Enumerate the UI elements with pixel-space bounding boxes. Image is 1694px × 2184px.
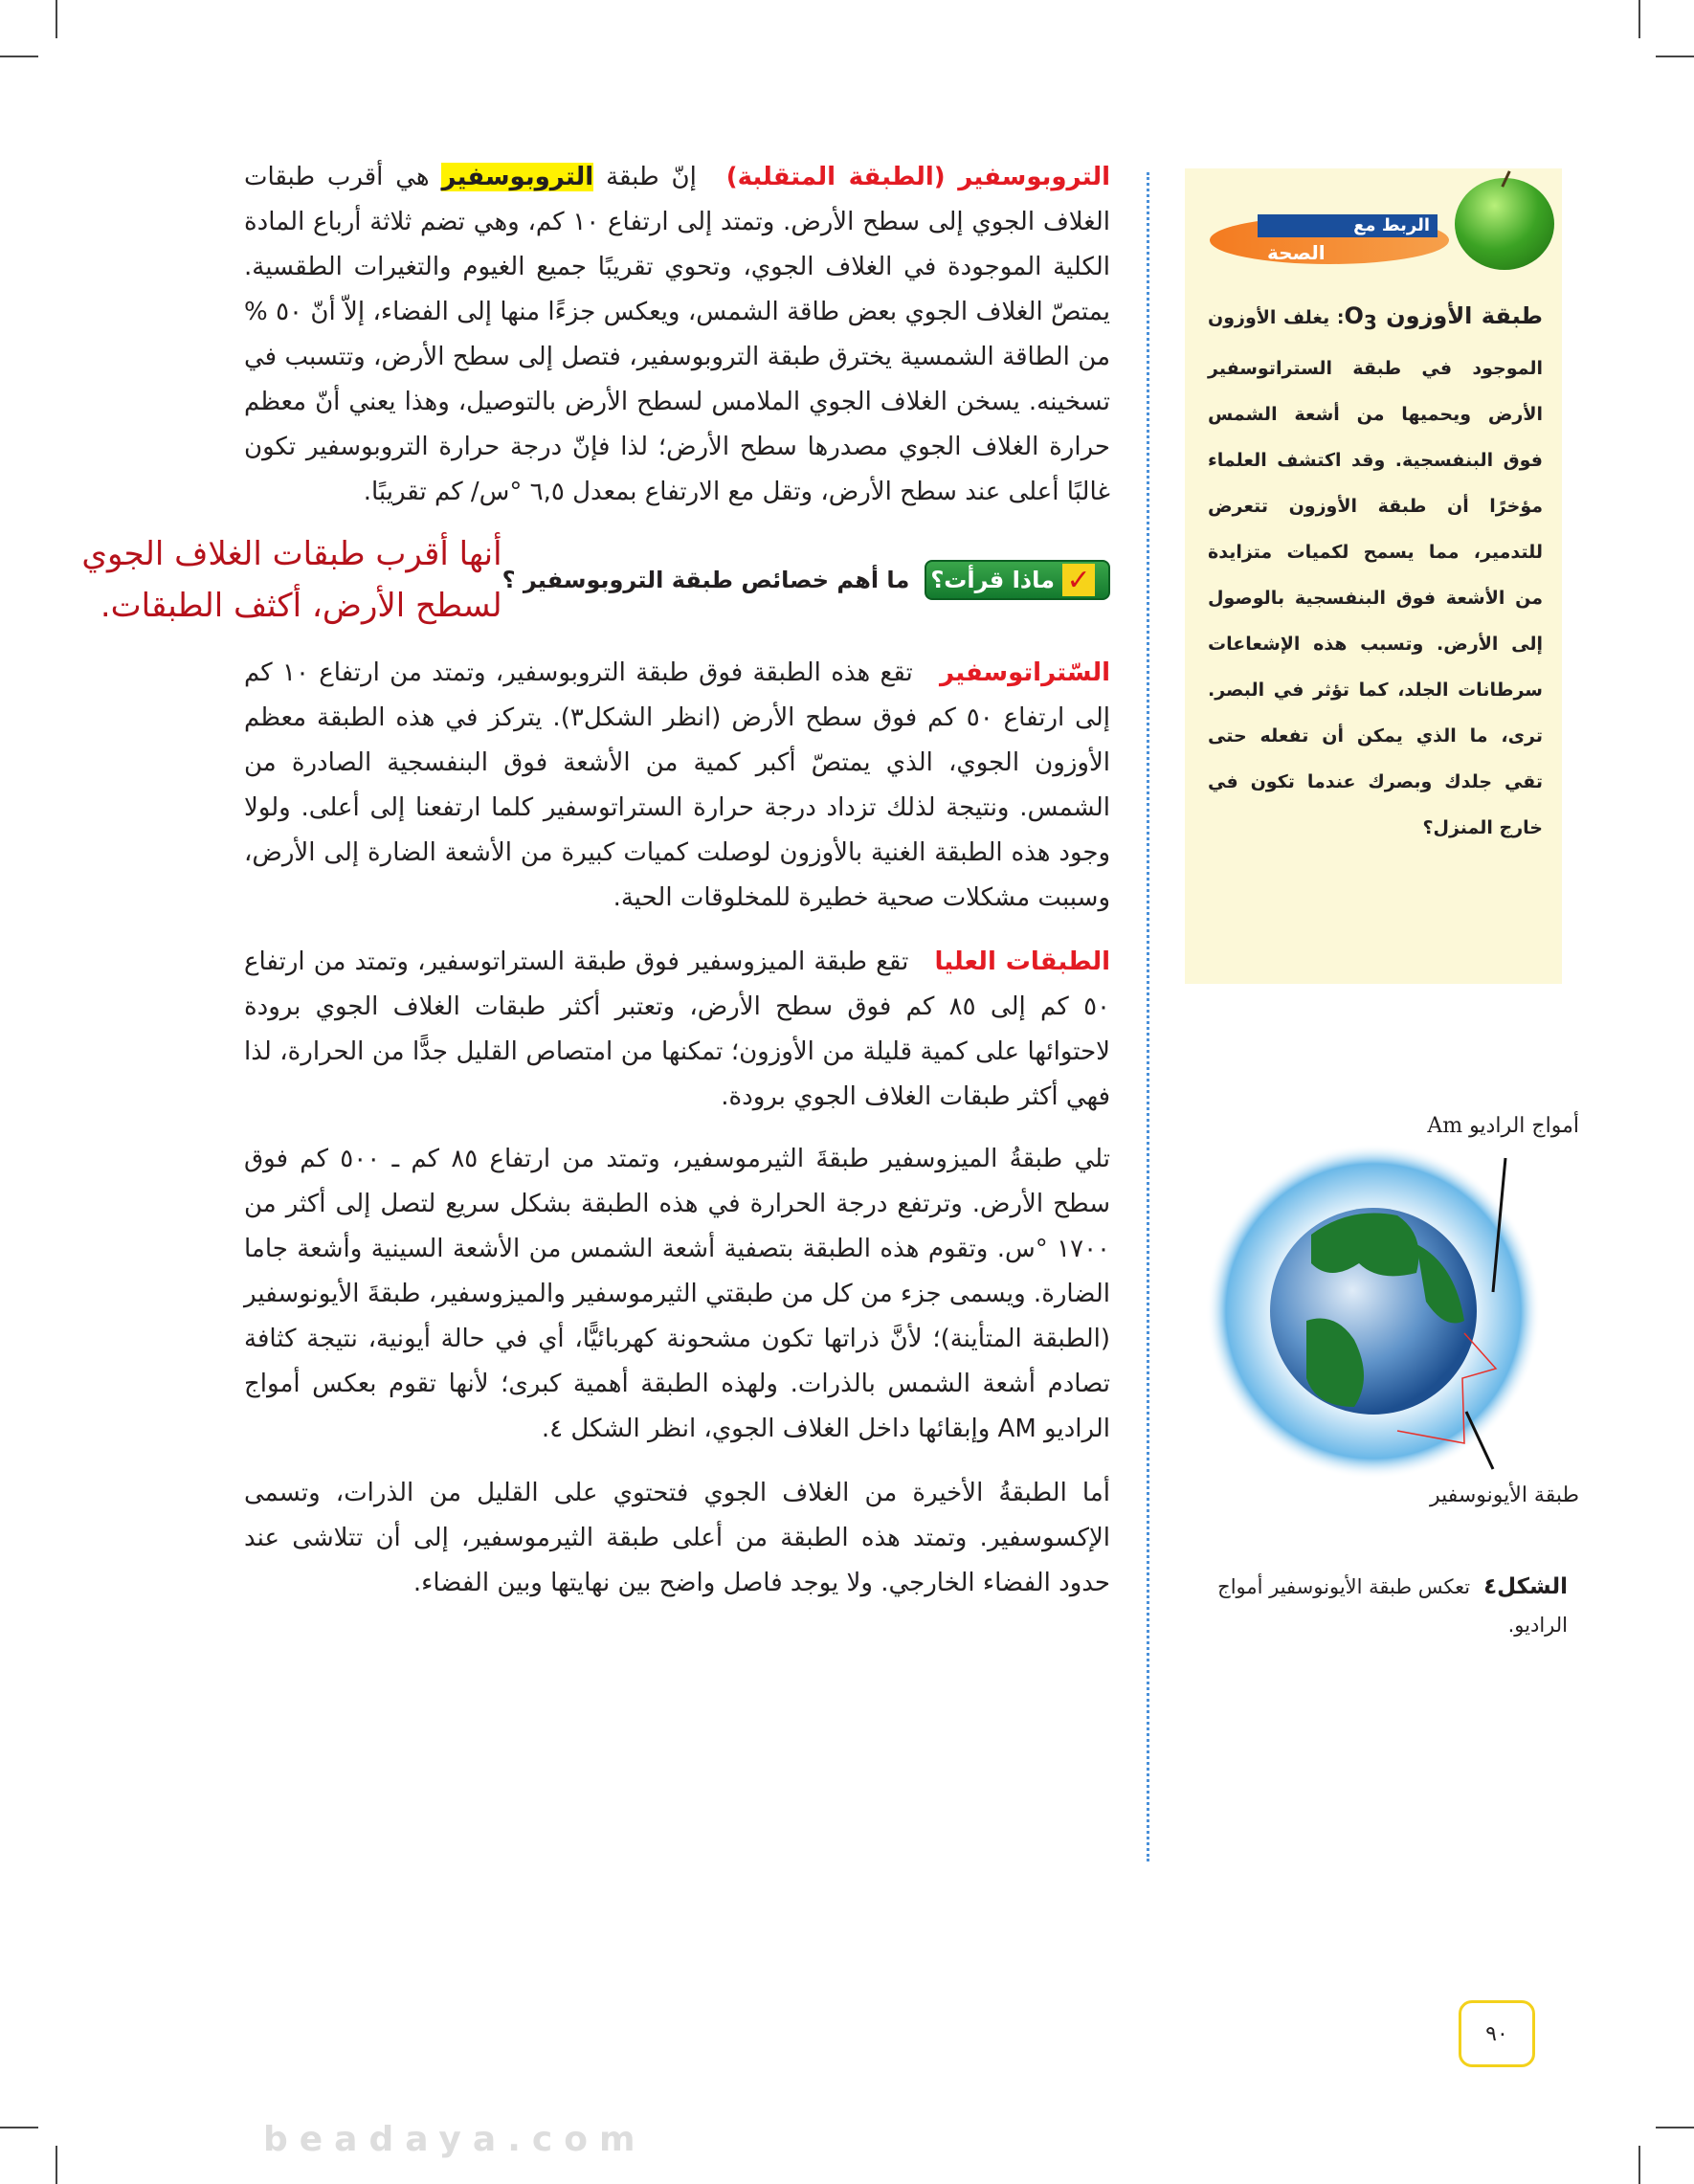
text: تقع طبقة الميزوسفير فوق طبقة الستراتوسفير، وتمتد من ارتفاع ٥٠ كم إلى ٨٥ كم فوق سطح الأرض، وتعتبر أكثر طبقات الغلاف الجوي برودة لاحتوائها على كمية قليلة من الأوزون؛ تمكنها من امتصاص القليل جدًّا من الحرارة، لذا فهي أكثر طبقات الغلاف الجوي برودة. xyxy=(244,947,1110,1111)
label-ionosphere: طبقة الأيونوسفير xyxy=(1429,1483,1579,1507)
caption-label: الشكل٤ xyxy=(1483,1574,1568,1599)
crop-mark xyxy=(56,0,57,38)
crop-mark xyxy=(1638,0,1640,38)
watermark: beadaya.com xyxy=(263,2120,647,2159)
crop-mark xyxy=(0,56,38,57)
health-connection-sidebar xyxy=(1185,168,1562,984)
reading-check-question: ما أهم خصائص طبقة التروبوسفير ؟ xyxy=(502,567,910,593)
banner-subtitle: الصحة xyxy=(1267,241,1326,264)
page-number: ٩٠ xyxy=(1459,2000,1535,2067)
heading-troposphere: التروبوسفير (الطبقة المتقلبة) xyxy=(725,163,1111,191)
paragraph-exosphere: أما الطبقةُ الأخيرة من الغلاف الجوي فتحتوي على القليل من الذرات، وتسمى الإكسوسفير. وتمتد هذه الطبقة من أعلى طبقة الثيرموسفير، إلى أن تتلاشى عند حدود الفضاء الخارجي. ولا يوجد فاصل واضح بين نهايتها وبين الفضاء. xyxy=(244,1479,1110,1597)
text: تقع هذه الطبقة فوق طبقة التروبوسفير، وتمتد من ارتفاع ١٠ كم إلى ارتفاع ٥٠ كم فوق سطح الأرض (انظر الشكل٣). يتركز في هذه الطبقة معظم الأوزون الجوي، الذي يمتصّ أكبر كمية من الأشعة فوق البنفسجية الصادرة من الشمس. ونتيجة لذلك تزداد درجة حرارة الستراتوسفير كلما ارتفعنا إلى أعلى. ولولا وجود هذه الطبقة الغنية بالأوزون لوصلت كميات كبيرة من الأشعة الضارة إلى الأرض، وسببت مشكلات صحية خطيرة للمخلوقات الحية. xyxy=(244,658,1110,912)
figure-ionosphere xyxy=(1196,1101,1579,1522)
paragraph-upper-layers xyxy=(244,940,1110,1120)
body-text: : يغلف الأوزون الموجود في طبقة الستراتوسفير الأرض ويحميها من أشعة الشمس فوق البنفسجية. وقد اكتشف العلماء مؤخرًا أن طبقة الأوزون تتعرض للتدمير، مما يسمح لكميات متزايدة من الأشعة فوق البنفسجية بالوصول إلى الأرض. وتسبب هذه الإشعاعات سرطانات الجلد، كما تؤثر في البصر. ترى، ما الذي يمكن أن تفعله حتى تقي جلدك وبصرك عندما تكون في خارج المنزل؟ xyxy=(1208,307,1543,838)
reading-check-label: ماذا قرأت؟ xyxy=(930,567,1055,593)
crop-mark xyxy=(1638,2146,1640,2184)
caption-text: تعكس طبقة الأيونوسفير أمواج الراديو. xyxy=(1217,1575,1568,1637)
heading-upper-layers: الطبقات العليا xyxy=(934,947,1111,976)
subscript: 3 xyxy=(1363,310,1377,334)
paragraph-thermosphere: تلي طبقةُ الميزوسفير طبقةَ الثيرموسفير، وتمتد من ارتفاع ٨٥ كم ـ ٥٠٠ كم فوق سطح الأرض. وترتفع درجة الحرارة في هذه الطبقة بشكل سريع لتصل إلى أكثر من ١٧٠٠ °س. وتقوم هذه الطبقة بتصفية أشعة الشمس من الأشعة السينية وأشعة جاما الضارة. ويسمى جزء من كل من طبقتي الثيرموسفير والميزوسفير، طبقةَ الأيونوسفير (الطبقة المتأينة)؛ لأنَّ ذراتها تكون مشحونة كهربائيًّا، أي في حالة أيونية، نتيجة كثافة تصادم أشعة الشمس بالذرات. ولهذه الطبقة أهمية كبرى؛ لأنها تقوم بعكس أمواج الراديو AM وإبقائها داخل الغلاف الجوي، انظر الشكل ٤. xyxy=(244,1145,1111,1443)
sidebar-title xyxy=(1344,302,1544,334)
banner-title: الربط مع xyxy=(1258,214,1438,237)
handwritten-answer: أنها أقرب طبقات الغلاف الجوي لسطح الأرض، أكثف الطبقات. xyxy=(81,535,502,625)
column-divider xyxy=(1147,172,1149,1861)
reading-check-badge xyxy=(925,560,1110,600)
main-column xyxy=(56,155,1110,1606)
health-banner xyxy=(1210,199,1497,264)
text: هي أقرب طبقات الغلاف الجوي إلى سطح الأرض. وتمتد إلى ارتفاع ١٠ كم، وهي تضم ثلاثة أرباع المادة الكلية الموجودة في الغلاف الجوي، وتحوي تقريبًا جميع الغيوم والتغيرات الطقسية. يمتصّ الغلاف الجوي بعض طاقة الشمس، ويعكس جزءًا منها إلى الفضاء، إلاّ أنّ ٥٠ % من الطاقة الشمسية يخترق طبقة التروبوسفير، فتصل إلى سطح الأرض، وتتسبب في تسخينه. يسخن الغلاف الجوي الملامس لسطح الأرض بالتوصيل، وهذا يعني أنّ معظم حرارة الغلاف الجوي مصدرها سطح الأرض؛ لذا فإنّ درجة حرارة التروبوسفير تكون غالبًا أعلى عند سطح الأرض، وتقل مع الارتفاع بمعدل ٦,٥ °س/ كم تقريبًا. xyxy=(244,163,1110,506)
reading-check xyxy=(502,560,1110,600)
title-text: طبقة الأوزون O xyxy=(1344,302,1543,329)
heading-stratosphere: السّتراتوسفير xyxy=(940,658,1110,687)
globe-illustration xyxy=(1196,1101,1579,1522)
paragraph-stratosphere xyxy=(244,651,1110,921)
text: إنّ طبقة xyxy=(606,163,697,191)
crop-mark xyxy=(0,2127,38,2128)
crop-mark xyxy=(1656,2127,1694,2128)
checkmark-icon: ✓ xyxy=(1062,564,1095,596)
figure-caption xyxy=(1185,1568,1568,1644)
crop-mark xyxy=(56,2146,57,2184)
highlighted-term: التروبوسفير xyxy=(441,163,594,191)
apple-icon xyxy=(1455,178,1554,270)
reading-check-row xyxy=(56,528,1110,632)
paragraph-troposphere xyxy=(244,155,1110,515)
crop-mark xyxy=(1656,56,1694,57)
label-radio-waves: أمواج الراديو Am xyxy=(1427,1114,1579,1138)
sidebar-text xyxy=(1208,293,1543,851)
